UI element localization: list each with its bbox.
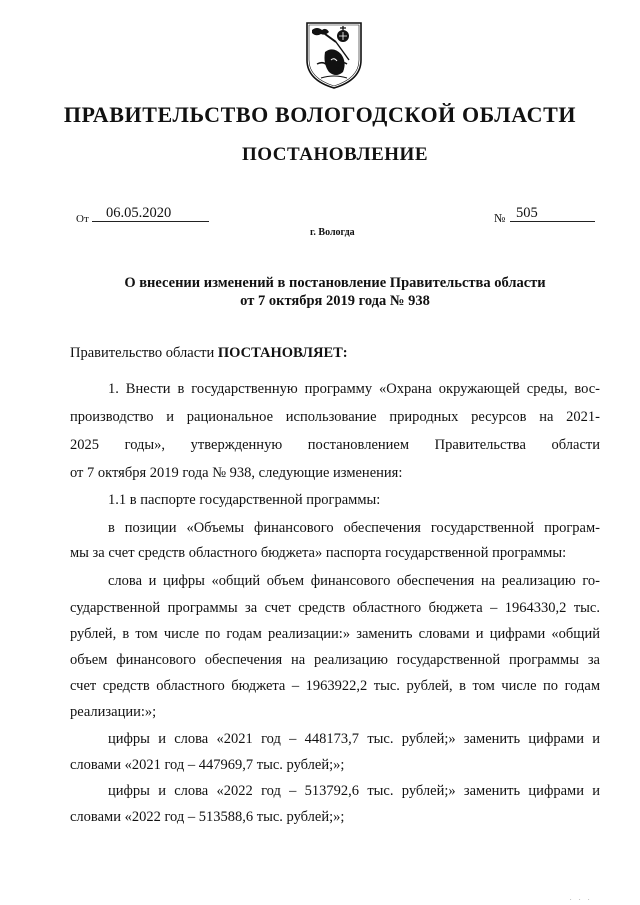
- preamble-text: Правительство области: [70, 345, 215, 361]
- body-line: цифры и слова «2022 год – 513792,6 тыс. рублей;» заменить цифрами и: [108, 783, 600, 799]
- date-label: От: [76, 213, 89, 225]
- body-line: счет средств областного бюджета – 1963922,2 тыс. рублей, в том числе по годам: [70, 678, 600, 694]
- preamble: [70, 345, 348, 362]
- document-type: ПОСТАНОВЛЕНИЕ: [241, 144, 429, 165]
- body-line: мы за счет средств областного бюджета» паспорта государственной программы:: [70, 545, 567, 561]
- number-field: 505: [510, 205, 595, 222]
- scan-artifact: . . .: [570, 896, 593, 902]
- body-line: 1. Внести в государственную программу «Охрана окружающей среды, вос-: [108, 381, 600, 397]
- body-line: рублей, в том числе по годам реализации:» заменить словами и цифрами «общий: [70, 626, 600, 642]
- city-label: г. Вологда: [310, 227, 355, 238]
- body-line: реализации:»;: [70, 704, 157, 720]
- body-line: производство и рациональное использование природных ресурсов на 2021-: [70, 409, 600, 425]
- body-line: сударственной программы за счет средств областного бюджета – 1964330,2 тыс.: [70, 600, 600, 616]
- government-title: ПРАВИТЕЛЬСТВО ВОЛОГОДСКОЙ ОБЛАСТИ: [63, 102, 577, 127]
- date-field: 06.05.2020: [92, 205, 209, 222]
- body-line: 1.1 в паспорте государственной программы:: [108, 492, 381, 508]
- body-line: слова и цифры «общий объем финансового обеспечения на реализацию го-: [108, 573, 600, 589]
- body-line: словами «2021 год – 447969,7 тыс. рублей;»;: [70, 757, 345, 773]
- subject-line-2: от 7 октября 2019 года № 938: [240, 293, 430, 309]
- subject-line-1: О внесении изменений в постановление Правительства области: [124, 275, 546, 291]
- body-line: от 7 октября 2019 года № 938, следующие изменения:: [70, 465, 403, 481]
- body-line: объем финансового обеспечения на реализацию государственной программы за: [70, 652, 600, 668]
- body-line: в позиции «Объемы финансового обеспечения государственной програм-: [108, 520, 600, 536]
- preamble-emphasis: ПОСТАНОВЛЯЕТ:: [217, 345, 348, 361]
- body-line: 2025 годы», утвержденную постановлением Правительства области: [70, 437, 600, 453]
- body-line: словами «2022 год – 513588,6 тыс. рублей;»;: [70, 809, 345, 825]
- body-line: цифры и слова «2021 год – 448173,7 тыс. рублей;» заменить цифрами и: [108, 731, 600, 747]
- coat-of-arms-icon: [303, 20, 365, 90]
- number-label: №: [494, 211, 506, 225]
